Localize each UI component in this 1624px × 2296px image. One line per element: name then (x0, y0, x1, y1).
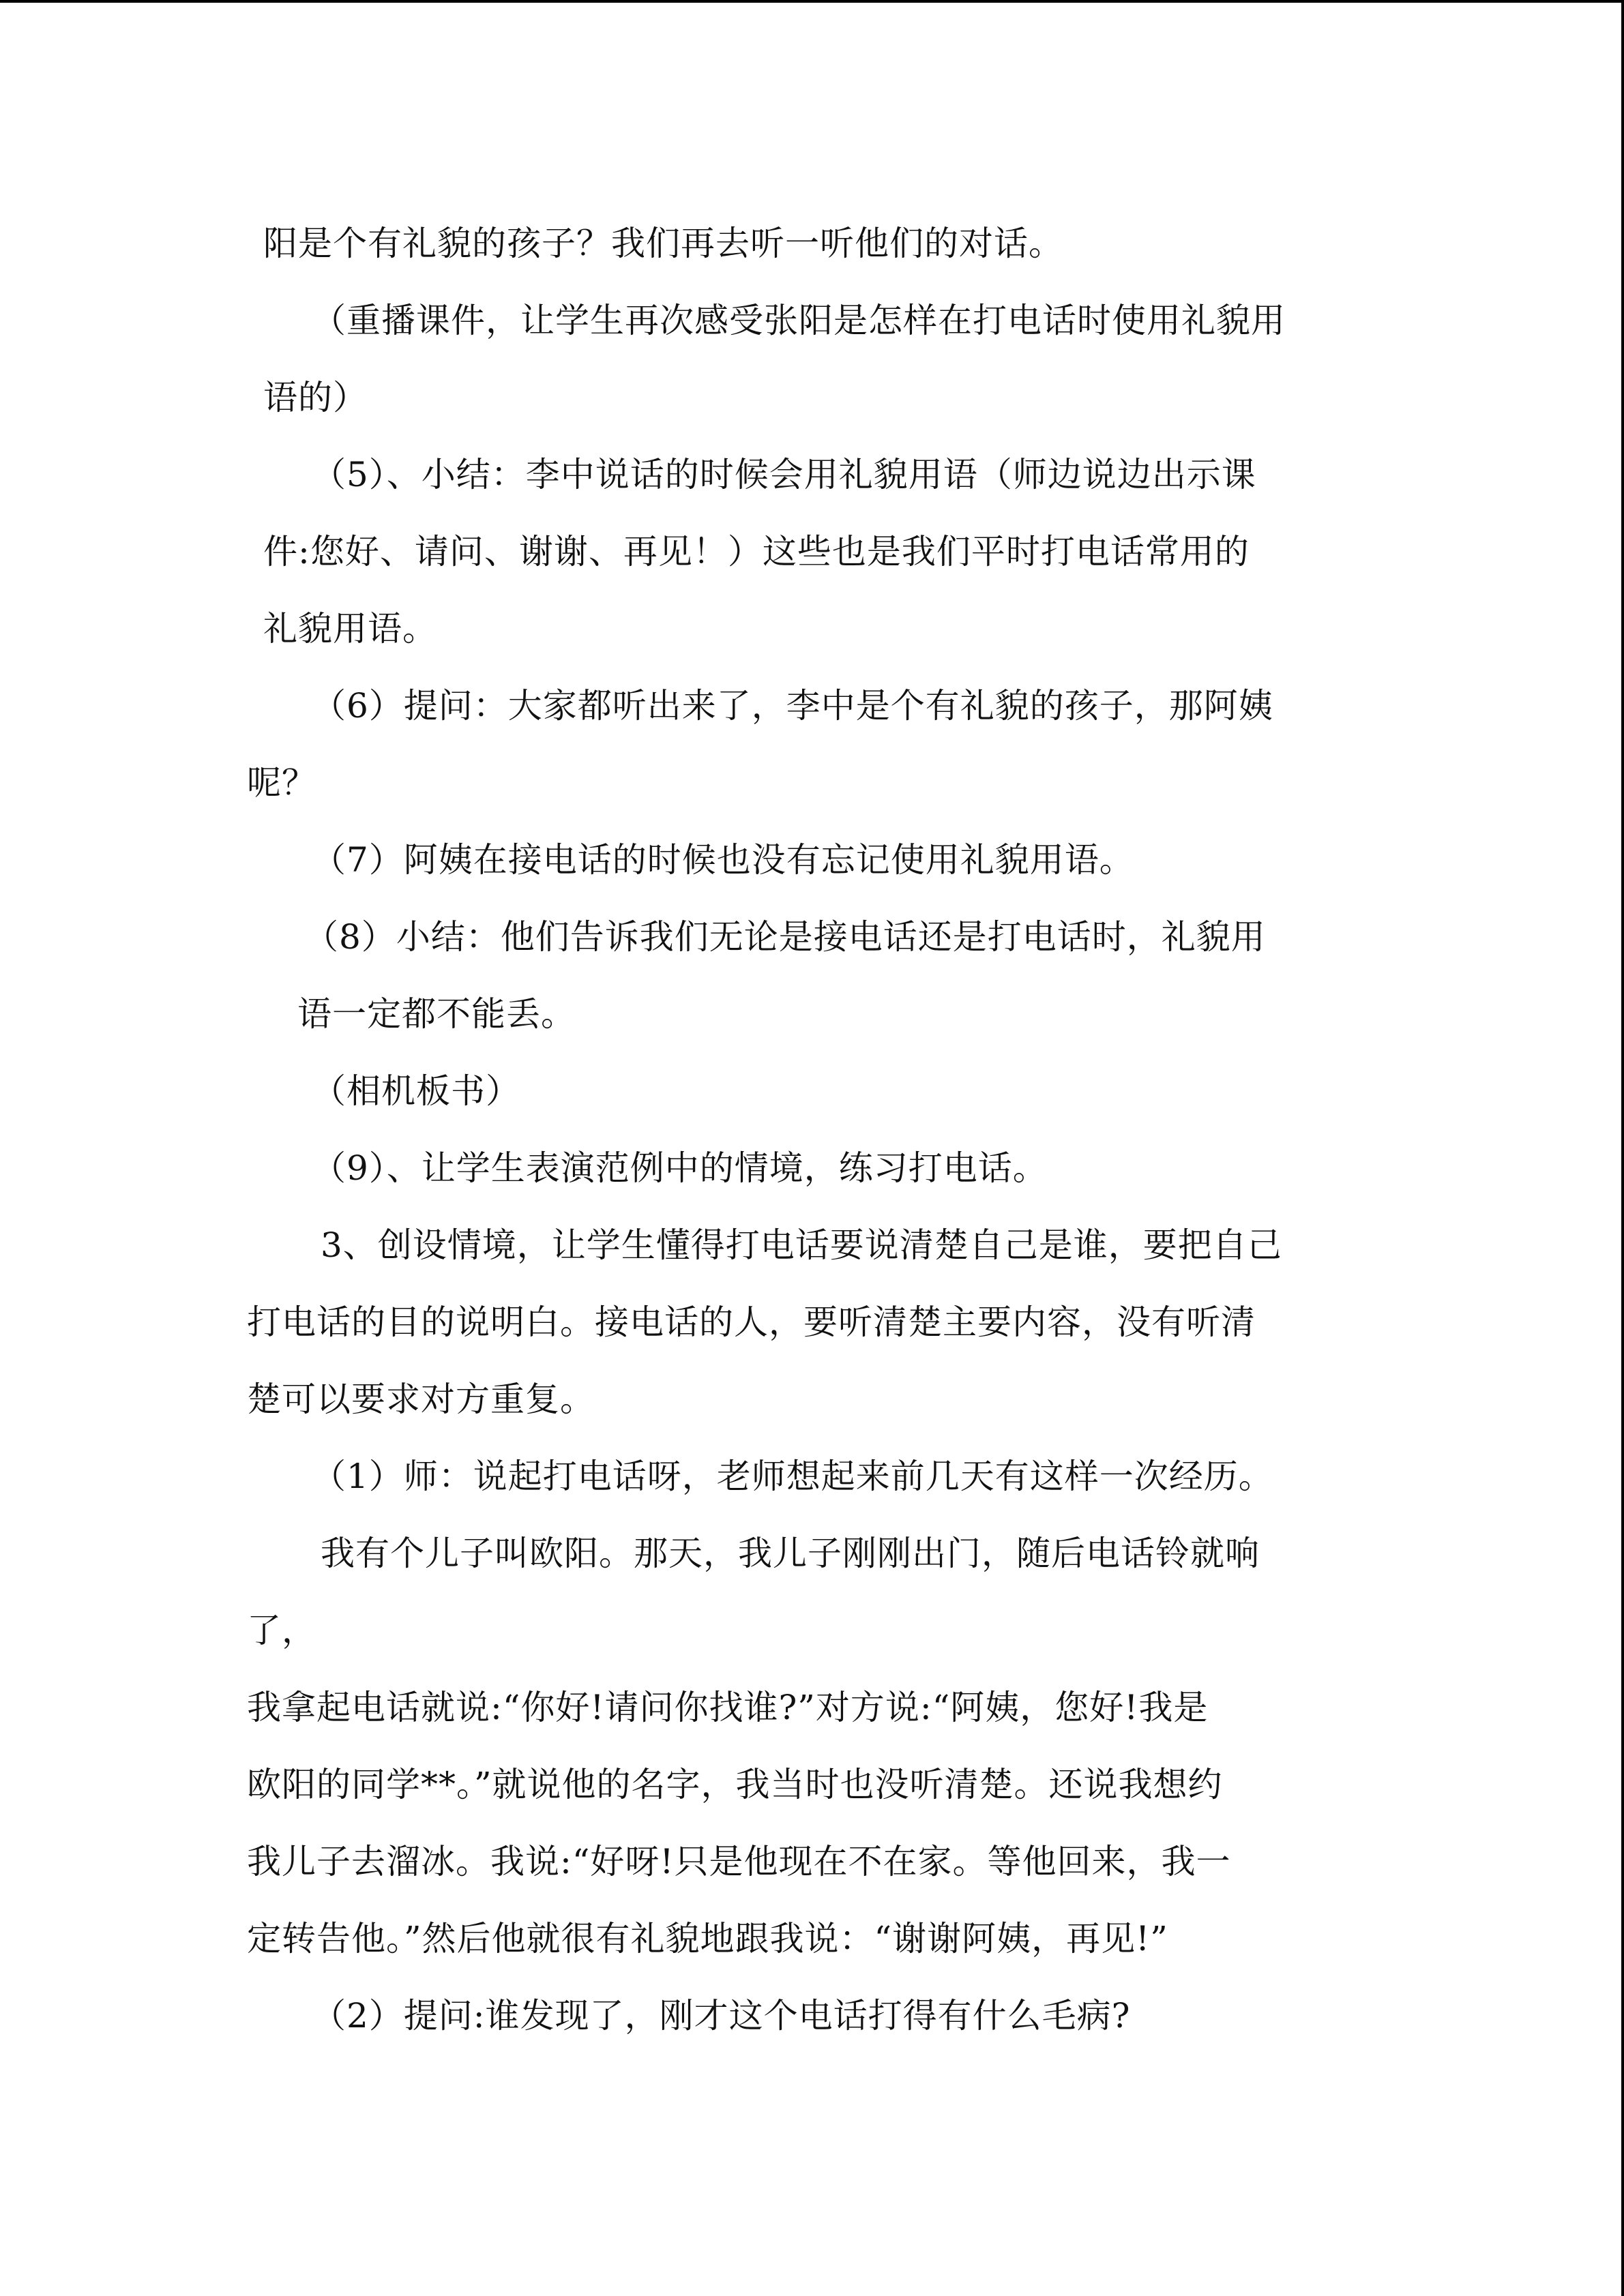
text-line: 件:您好、请问、谢谢、再见！）这些也是我们平时打电话常用的 (263, 532, 1250, 571)
text-line: 欧阳的同学**。”就说他的名字，我当时也没听清楚。还说我想约 (247, 1765, 1223, 1804)
text-line: 3、创设情境，让学生懂得打电话要说清楚自己是谁，要把自己 (321, 1225, 1282, 1265)
text-line: 礼貌用语。 (263, 609, 437, 648)
text-line: 了， (247, 1611, 316, 1650)
text-line: （5）、小结：李中说话的时候会用礼貌用语（师边说边出示课 (312, 455, 1256, 494)
text-line: （重播课件，让学生再次感受张阳是怎样在打电话时使用礼貌用 (312, 301, 1286, 340)
text-line: （9）、让学生表演范例中的情境，练习打电话。 (312, 1148, 1048, 1188)
text-line: 呢？ (247, 763, 316, 803)
text-line: （8）小结：他们告诉我们无论是接电话还是打电话时，礼貌用 (304, 917, 1266, 957)
text-line: 语一定都不能丢。 (297, 994, 576, 1034)
text-line: 我有个儿子叫欧阳。那天，我儿子刚刚出门，随后电话铃就响 (321, 1534, 1260, 1573)
text-line: 我儿子去溜冰。我说:“好呀!只是他现在不在家。等他回来，我一 (247, 1842, 1231, 1881)
text-line: 我拿起电话就说:“你好!请问你找谁?”对方说:“阿姨，您好!我是 (247, 1688, 1209, 1727)
text-line: 打电话的目的说明白。接电话的人，要听清楚主要内容，没有听清 (247, 1302, 1256, 1342)
text-line: （相机板书） (312, 1071, 520, 1111)
text-line: 定转告他。”然后他就很有礼貌地跟我说：“谢谢阿姨，再见!” (247, 1919, 1168, 1958)
text-line: （7）阿姨在接电话的时候也没有忘记使用礼貌用语。 (312, 840, 1134, 880)
text-line: （6）提问：大家都听出来了，李中是个有礼貌的孩子，那阿姨 (312, 686, 1273, 726)
text-line: （2）提问:谁发现了，刚才这个电话打得有什么毛病? (312, 1996, 1131, 2036)
text-line: （1）师：说起打电话呀，老师想起来前几天有这样一次经历。 (312, 1457, 1273, 1496)
text-line: 语的） (263, 378, 368, 417)
text-line: 楚可以要求对方重复。 (247, 1380, 595, 1419)
text-line: 阳是个有礼貌的孩子？我们再去听一听他们的对话。 (263, 224, 1063, 263)
